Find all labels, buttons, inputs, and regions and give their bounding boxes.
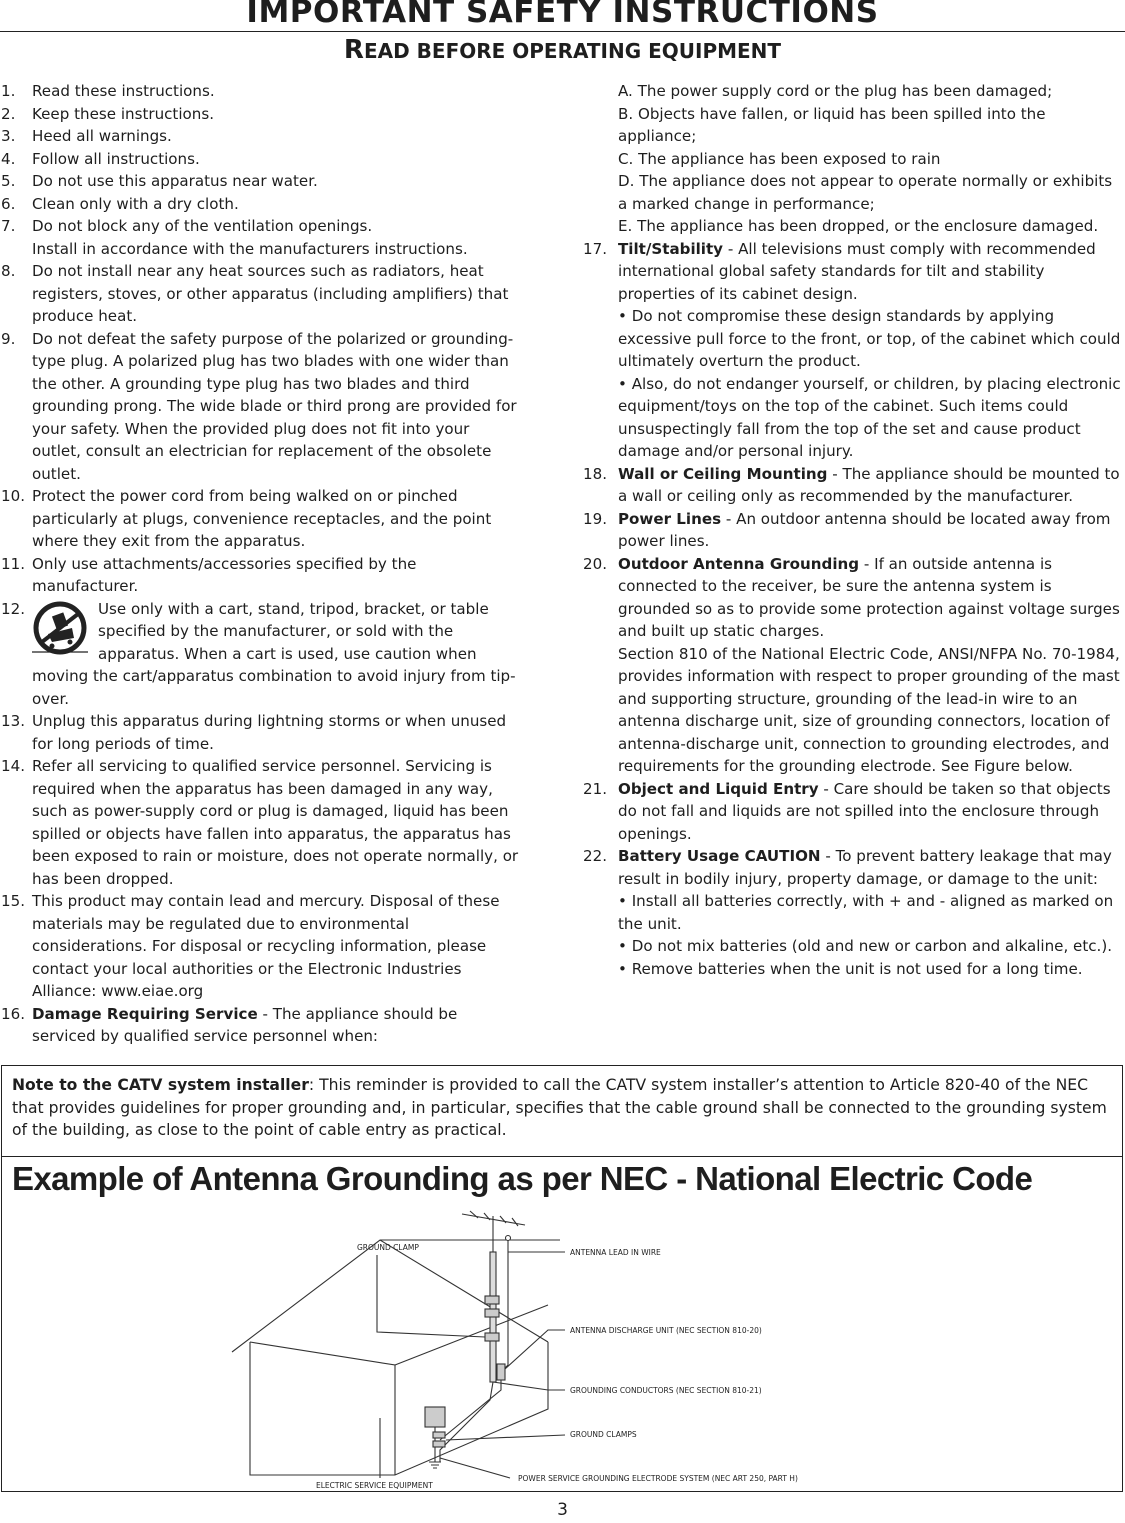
item-number: 13. — [1, 712, 26, 730]
item-number: 9. — [1, 329, 16, 348]
item-sub-line: • Do not mix batteries (old and new or carbon and alkaline, etc.). — [618, 937, 1113, 955]
item-text: - If an outside antenna is connected to the receiver, be sure the antenna system is grounded so as to provide some protection against voltage surges and built up static charges. — [618, 554, 1120, 640]
item-heading: Wall or Ceiling Mounting — [618, 464, 828, 483]
item-number: 14. — [1, 757, 26, 775]
item-text: Do not use this apparatus near water. — [32, 172, 318, 190]
item-number: 5. — [1, 172, 16, 190]
item-text: - To prevent battery leakage that may result in bodily injury, property damage, or damage to the unit: — [618, 847, 1112, 888]
item-text: Do not install near any heat sources such as radiators, heat registers, stoves, or other apparatus (including amplifiers) that produce heat. — [32, 262, 509, 325]
item-text: - All televisions must comply with recommended international global safety standards for tilt and stability properties of its cabinet design. — [618, 239, 1096, 303]
grounding-title: Example of Antenna Grounding as per NEC - National Electric Code — [12, 1160, 1033, 1197]
item-text: Unplug this apparatus during lightning storms or when unused for long periods of time. — [32, 712, 507, 753]
item-text: Do not block any of the ventilation openings. — [32, 217, 373, 235]
item-text: Clean only with a dry cloth. — [32, 194, 239, 213]
item-number: 11. — [1, 554, 26, 573]
item-heading: Object and Liquid Entry — [618, 779, 819, 798]
item-number: 10. — [1, 487, 26, 505]
item-text: - The appliance should be serviced by qualified service personnel when: — [32, 1004, 458, 1045]
item-text: Keep these instructions. — [32, 104, 215, 123]
item-number: 22. — [583, 847, 608, 865]
item-text: This product may contain lead and mercury. Disposal of these materials may be regulated due to environmental considerations. For disposal or recycling information, please contact your local authorities or the Electronic Industries Alliance: www.eiae.org — [32, 892, 500, 1000]
item-text: Protect the power cord from being walked on or pinched particularly at plugs, convenience receptacles, and the point where they exit from the apparatus. — [32, 487, 492, 550]
item-sub-line: • Install all batteries correctly, with + and - aligned as marked on the unit. — [618, 892, 1114, 933]
item-extra-text: Install in accordance with the manufacturers instructions. — [32, 239, 468, 258]
item-heading: Outdoor Antenna Grounding — [618, 554, 860, 573]
item-text: Heed all warnings. — [32, 127, 172, 145]
item-sub-line: Section 810 of the National Electric Code, ANSI/NFPA No. 70-1984, provides information with respect to proper grounding of the mast and supporting structure, grounding of the lead-in wire to an antenna discharge unit, size of grounding connectors, location of antenna-discharge unit, connection to grounding electrodes, and requirements for the grounding electrode. See Figure below. — [618, 644, 1120, 775]
item-text: Only use attachments/accessories specified by the manufacturer. — [32, 554, 417, 595]
item-text: Use only with a cart, stand, tripod, bracket, or table specified by the manufacturer, or sold with the apparatus. When a cart is used, use caution when moving the cart/apparatus combination to avoid injury from tip-over. — [32, 599, 516, 708]
label-antenna-lead-in: ANTENNA LEAD IN WIRE — [570, 1248, 661, 1257]
item-number: 1. — [1, 82, 16, 100]
item-text: - An outdoor antenna should be located away from power lines. — [618, 509, 1111, 550]
item-number: 7. — [1, 217, 16, 235]
item-text: - The appliance should be mounted to a wall or ceiling only as recommended by the manufacturer. — [618, 464, 1120, 505]
item-number: 12. — [1, 599, 26, 618]
continued-condition: E. The appliance has been dropped, or the enclosure damaged. — [618, 217, 1099, 235]
item-text: Do not defeat the safety purpose of the polarized or grounding-type plug. A polarized plug has two blades with one wider than the other. A grounding type plug has two blades and third grounding prong. The wide blade or third prong are provided for your safety. When the provided plug does not fit into your outlet, consult an electrician for replacement of the obsolete outlet. — [32, 329, 517, 483]
item-number: 18. — [583, 464, 608, 483]
item-number: 17. — [583, 239, 608, 258]
label-ground-clamps: GROUND CLAMPS — [570, 1430, 637, 1439]
label-ground-clamp: GROUND CLAMP — [357, 1243, 419, 1252]
item-number: 8. — [1, 262, 16, 280]
catv-note-text: : This reminder is provided to call the CATV system installer’s attention to Article 820-40 of the NEC that provides guidelines for proper grounding and, in particular, specifies that the cable ground shall be connected to the grounding system of the building, as close to the point of cable entry as practical. — [12, 1076, 1107, 1139]
item-text: Read these instructions. — [32, 82, 215, 100]
page-number: 3 — [557, 1500, 568, 1520]
item-number: 19. — [583, 509, 608, 528]
item-sub-line: • Remove batteries when the unit is not used for a long time. — [618, 959, 1083, 978]
item-heading: Power Lines — [618, 509, 722, 528]
continued-condition: A. The power supply cord or the plug has been damaged; — [618, 82, 1053, 100]
continued-condition: B. Objects have fallen, or liquid has been spilled into the appliance; — [618, 104, 1046, 145]
item-number: 15. — [1, 892, 26, 910]
item-text: Follow all instructions. — [32, 149, 200, 168]
continued-condition: C. The appliance has been exposed to rain — [618, 149, 941, 168]
label-electric-service: ELECTRIC SERVICE EQUIPMENT — [316, 1481, 433, 1490]
item-number: 3. — [1, 127, 16, 145]
continued-condition: D. The appliance does not appear to operate normally or exhibits a marked change in performance; — [618, 172, 1113, 213]
item-number: 20. — [583, 554, 608, 573]
item-number: 21. — [583, 779, 608, 798]
item-number: 2. — [1, 104, 16, 123]
subtitle-rest: EAD BEFORE OPERATING EQUIPMENT — [363, 39, 782, 63]
item-number: 4. — [1, 149, 16, 168]
item-text: - Care should be taken so that objects do not fall and liquids are not spilled into the enclosure through openings. — [618, 779, 1111, 843]
item-heading: Tilt/Stability — [618, 239, 724, 258]
item-sub-line: • Also, do not endanger yourself, or children, by placing electronic equipment/toys on the top of the cabinet. Such items could unsuspectingly fall from the top of the set and cause product damage and/or personal injury. — [618, 374, 1121, 460]
label-grounding-conductors: GROUNDING CONDUCTORS (NEC SECTION 810-21) — [570, 1386, 762, 1395]
item-sub-line: • Do not compromise these design standards by applying excessive pull force to the front, or top, of the cabinet which could ultimately overturn the product. — [618, 307, 1121, 370]
label-antenna-discharge: ANTENNA DISCHARGE UNIT (NEC SECTION 810-20) — [570, 1326, 762, 1335]
item-text: Refer all servicing to qualified service personnel. Servicing is required when the apparatus has been damaged in any way, such as power-supply cord or plug is damaged, liquid has been spilled or objects have fallen into apparatus, the apparatus has been exposed to rain or moisture, does not operate normally, or has been dropped. — [32, 757, 519, 888]
catv-note-heading: Note to the CATV system installer — [12, 1076, 309, 1094]
item-heading: Battery Usage CAUTION — [618, 847, 821, 865]
item-number: 6. — [1, 194, 16, 213]
page-title: IMPORTANT SAFETY INSTRUCTIONS — [246, 0, 879, 30]
label-power-service: POWER SERVICE GROUNDING ELECTRODE SYSTEM (NEC ART 250, PART H) — [518, 1474, 798, 1483]
item-heading: Damage Requiring Service — [32, 1004, 258, 1023]
subtitle-cap: R — [343, 35, 364, 65]
item-number: 16. — [1, 1004, 26, 1023]
